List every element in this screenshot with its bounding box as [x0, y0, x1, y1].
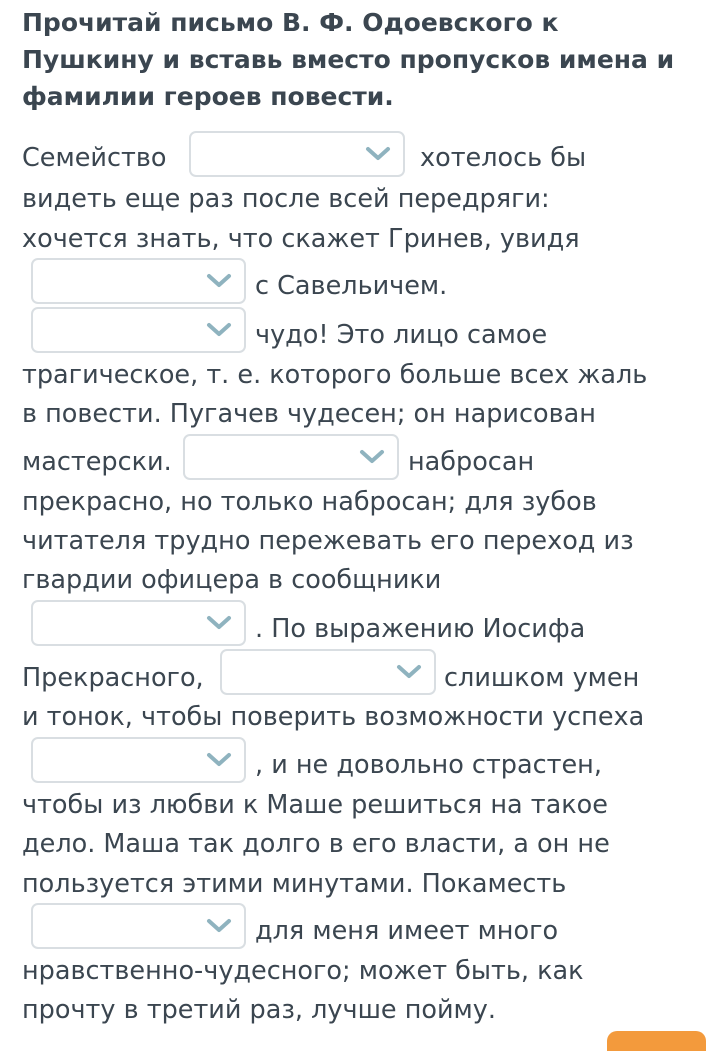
dropdown-8[interactable]	[31, 903, 246, 949]
text-line: мастерски.	[22, 447, 172, 477]
text-line: , и не довольно страстен,	[255, 750, 602, 780]
chevron-down-icon	[206, 273, 232, 289]
text-line: прекрасно, но только набросан; для зубов	[22, 487, 597, 517]
chevron-down-icon	[206, 752, 232, 768]
text-line: дело. Маша так долго в его власти, а он не	[22, 829, 610, 859]
text-line: видеть еще раз после всей передряги:	[22, 184, 550, 214]
text-line: пользуется этими минутами. Покаместь	[22, 869, 567, 899]
dropdown-4[interactable]	[183, 434, 399, 480]
dropdown-7[interactable]	[31, 737, 246, 783]
text-line: Прекрасного,	[22, 663, 204, 693]
text-line: с Савельичем.	[255, 271, 448, 301]
task-title: Прочитай письмо В. Ф. Одоевского к Пушкину и вставь вместо пропусков имена и фамилии героев повести.	[22, 8, 675, 111]
text-line: . По выражению Иосифа	[255, 614, 586, 644]
text-line: гвардии офицера в сообщники	[22, 565, 442, 595]
chevron-down-icon	[396, 664, 422, 680]
text-line: набросан	[408, 447, 535, 477]
text-line: хотелось бы	[420, 143, 587, 173]
chevron-down-icon	[206, 322, 232, 338]
chevron-down-icon	[365, 146, 391, 162]
text-line: читателя трудно пережевать его переход из	[22, 526, 634, 556]
text-line: слишком умен	[444, 663, 640, 693]
text-line: Семейство	[22, 143, 167, 173]
chevron-down-icon	[359, 449, 385, 465]
dropdown-2[interactable]	[31, 258, 246, 304]
text-line: чудо! Это лицо самое	[255, 320, 548, 350]
dropdown-3[interactable]	[31, 307, 246, 353]
chevron-down-icon	[206, 918, 232, 934]
dropdown-6[interactable]	[220, 649, 436, 695]
text-line: хочется знать, что скажет Гринев, увидя	[22, 224, 580, 254]
text-line: и тонок, чтобы поверить возможности успеха	[22, 702, 645, 732]
dropdown-5[interactable]	[31, 600, 246, 646]
dropdown-1[interactable]	[189, 131, 405, 177]
chevron-down-icon	[206, 615, 232, 631]
text-line: трагическое, т. е. которого больше всех жаль	[22, 360, 648, 390]
text-line: для меня имеет много	[255, 916, 559, 946]
text-line: в повести. Пугачев чудесен; он нарисован	[22, 399, 596, 429]
text-line: прочту в третий раз, лучше пойму.	[22, 995, 496, 1025]
text-line: нравственно-чудесного; может быть, как	[22, 956, 584, 986]
check-button-partial[interactable]	[607, 1031, 706, 1051]
text-line: чтобы из любви к Маше решиться на такое	[22, 790, 608, 820]
